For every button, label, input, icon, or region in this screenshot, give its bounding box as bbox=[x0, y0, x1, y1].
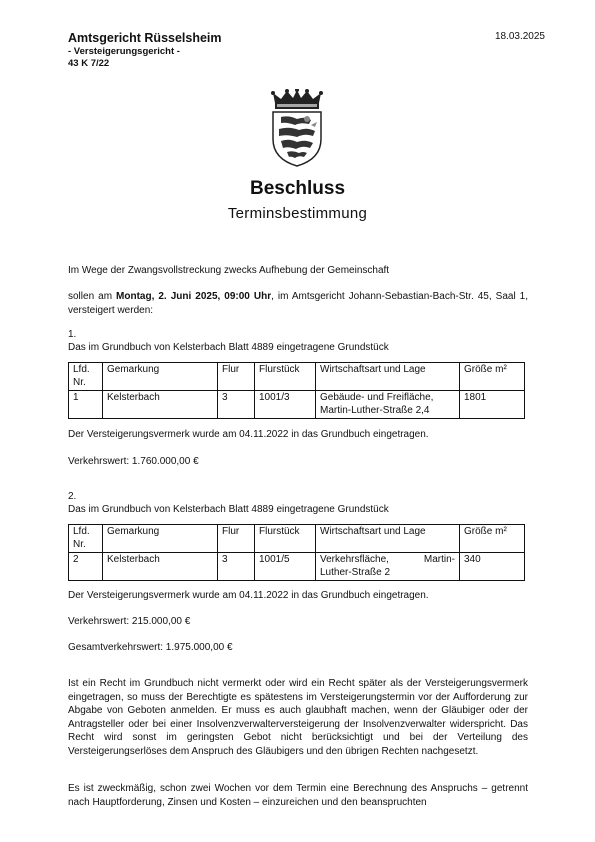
header-groesse: Größe m² bbox=[460, 525, 525, 553]
lot-1-verkehrswert: Verkehrswert: 1.760.000,00 € bbox=[68, 456, 199, 467]
cell-flur: 3 bbox=[218, 553, 255, 581]
header-lfd: Lfd. Nr. bbox=[69, 525, 103, 553]
cell-flur: 3 bbox=[218, 391, 255, 419]
cell-groesse: 340 bbox=[460, 553, 525, 581]
gesamtverkehrswert: Gesamtverkehrswert: 1.975.000,00 € bbox=[68, 642, 233, 653]
file-number: 43 K 7/22 bbox=[68, 58, 110, 69]
cell-wirtschaftsart-part1: Verkehrsfläche, bbox=[320, 554, 389, 565]
paragraph-notice: Ist ein Recht im Grundbuch nicht vermerkt oder wird ein Recht später als der Versteigerungsvermerk eingetragen, so muss der Berechtigte es spätestens im Versteigerungstermin vor der Aufforderung zur Abgabe von Geboten anmelden. Er muss es auch glaubhaft machen, wenn der Gläubiger oder der Antragsteller oder bei einer Insolvenzverwalterversteigerung der Insolvenzverwalter widerspricht. Das Recht wird sonst im geringsten Gebot nicht berücksichtigt und bei der Verteilung des Versteigerungserlöses dem Anspruch des Gläubigers und den übrigen Rechten nachgesetzt. bbox=[68, 678, 528, 757]
cell-wirtschaftsart-line2: Martin-Luther-Straße 2,4 bbox=[320, 404, 430, 416]
lot-2-table bbox=[68, 524, 525, 581]
header-gemarkung: Gemarkung bbox=[103, 363, 218, 391]
paragraph-recommendation: Es ist zweckmäßig, schon zwei Wochen vor dem Termin eine Berechnung des Anspruchs – getrennt nach Hauptforderung, Zinsen und Kosten – einzureichen und den beanspruchten bbox=[68, 783, 528, 808]
cell-flurstueck: 1001/3 bbox=[255, 391, 316, 419]
header-gemarkung: Gemarkung bbox=[103, 525, 218, 553]
cell-gemarkung: Kelsterbach bbox=[103, 391, 218, 419]
header-flur: Flur bbox=[218, 525, 255, 553]
document-date: 18.03.2025 bbox=[494, 31, 545, 42]
schedule-prefix: sollen am bbox=[68, 291, 117, 302]
cell-gemarkung: Kelsterbach bbox=[103, 553, 218, 581]
header-flurstueck: Flurstück bbox=[255, 525, 316, 553]
header-groesse: Größe m² bbox=[460, 363, 525, 391]
header-flurstueck: Flurstück bbox=[255, 363, 316, 391]
coat-of-arms-icon bbox=[267, 89, 327, 167]
cell-wirtschaftsart bbox=[316, 391, 460, 419]
schedule-paragraph bbox=[68, 290, 528, 317]
cell-groesse: 1801 bbox=[460, 391, 525, 419]
header-flur: Flur bbox=[218, 363, 255, 391]
page-subtitle: Terminsbestimmung bbox=[227, 205, 368, 222]
intro-line: Im Wege der Zwangsvollstreckung zwecks Aufhebung der Gemeinschaft bbox=[68, 265, 390, 276]
table-row bbox=[69, 553, 525, 581]
lot-1-number: 1. bbox=[68, 329, 77, 340]
table-row bbox=[69, 391, 525, 419]
lot-1-table bbox=[68, 362, 525, 419]
lot-2-number: 2. bbox=[68, 491, 77, 502]
lot-2-verkehrswert: Verkehrswert: 215.000,00 € bbox=[68, 616, 191, 627]
header-wirtschaftsart: Wirtschaftsart und Lage bbox=[316, 363, 460, 391]
lot-2-description: Das im Grundbuch von Kelsterbach Blatt 4889 eingetragene Grundstück bbox=[68, 504, 389, 515]
cell-wirtschaftsart-line1: Gebäude- und Freifläche, bbox=[320, 392, 434, 403]
schedule-date: Montag, 2. Juni 2025, 09:00 Uhr bbox=[116, 291, 272, 302]
cell-wirtschaftsart-line2: Luther-Straße 2 bbox=[320, 566, 391, 578]
court-name: Amtsgericht Rüsselsheim bbox=[68, 31, 222, 45]
cell-lfd: 2 bbox=[69, 553, 103, 581]
cell-wirtschaftsart-line1 bbox=[320, 554, 455, 567]
lot-1-vermerk: Der Versteigerungsvermerk wurde am 04.11.2022 in das Grundbuch eingetragen. bbox=[68, 429, 429, 440]
table-header-row bbox=[69, 363, 525, 391]
lot-2-vermerk: Der Versteigerungsvermerk wurde am 04.11.2022 in das Grundbuch eingetragen. bbox=[68, 590, 429, 601]
page-title: Beschluss bbox=[249, 178, 346, 199]
court-department: - Versteigerungsgericht - bbox=[68, 46, 180, 57]
header-wirtschaftsart: Wirtschaftsart und Lage bbox=[316, 525, 460, 553]
cell-flurstueck: 1001/5 bbox=[255, 553, 316, 581]
schedule-suffix: , im Amtsgericht Johann-Sebastian-Bach-Str. 45, Saal 1, versteigert werden: bbox=[68, 291, 529, 316]
lot-1-description: Das im Grundbuch von Kelsterbach Blatt 4889 eingetragene Grundstück bbox=[68, 342, 389, 353]
table-header-row bbox=[69, 525, 525, 553]
header-lfd: Lfd. Nr. bbox=[69, 363, 103, 391]
cell-lfd: 1 bbox=[69, 391, 103, 419]
cell-wirtschaftsart bbox=[316, 553, 460, 581]
cell-wirtschaftsart-part2: Martin- bbox=[423, 554, 455, 565]
